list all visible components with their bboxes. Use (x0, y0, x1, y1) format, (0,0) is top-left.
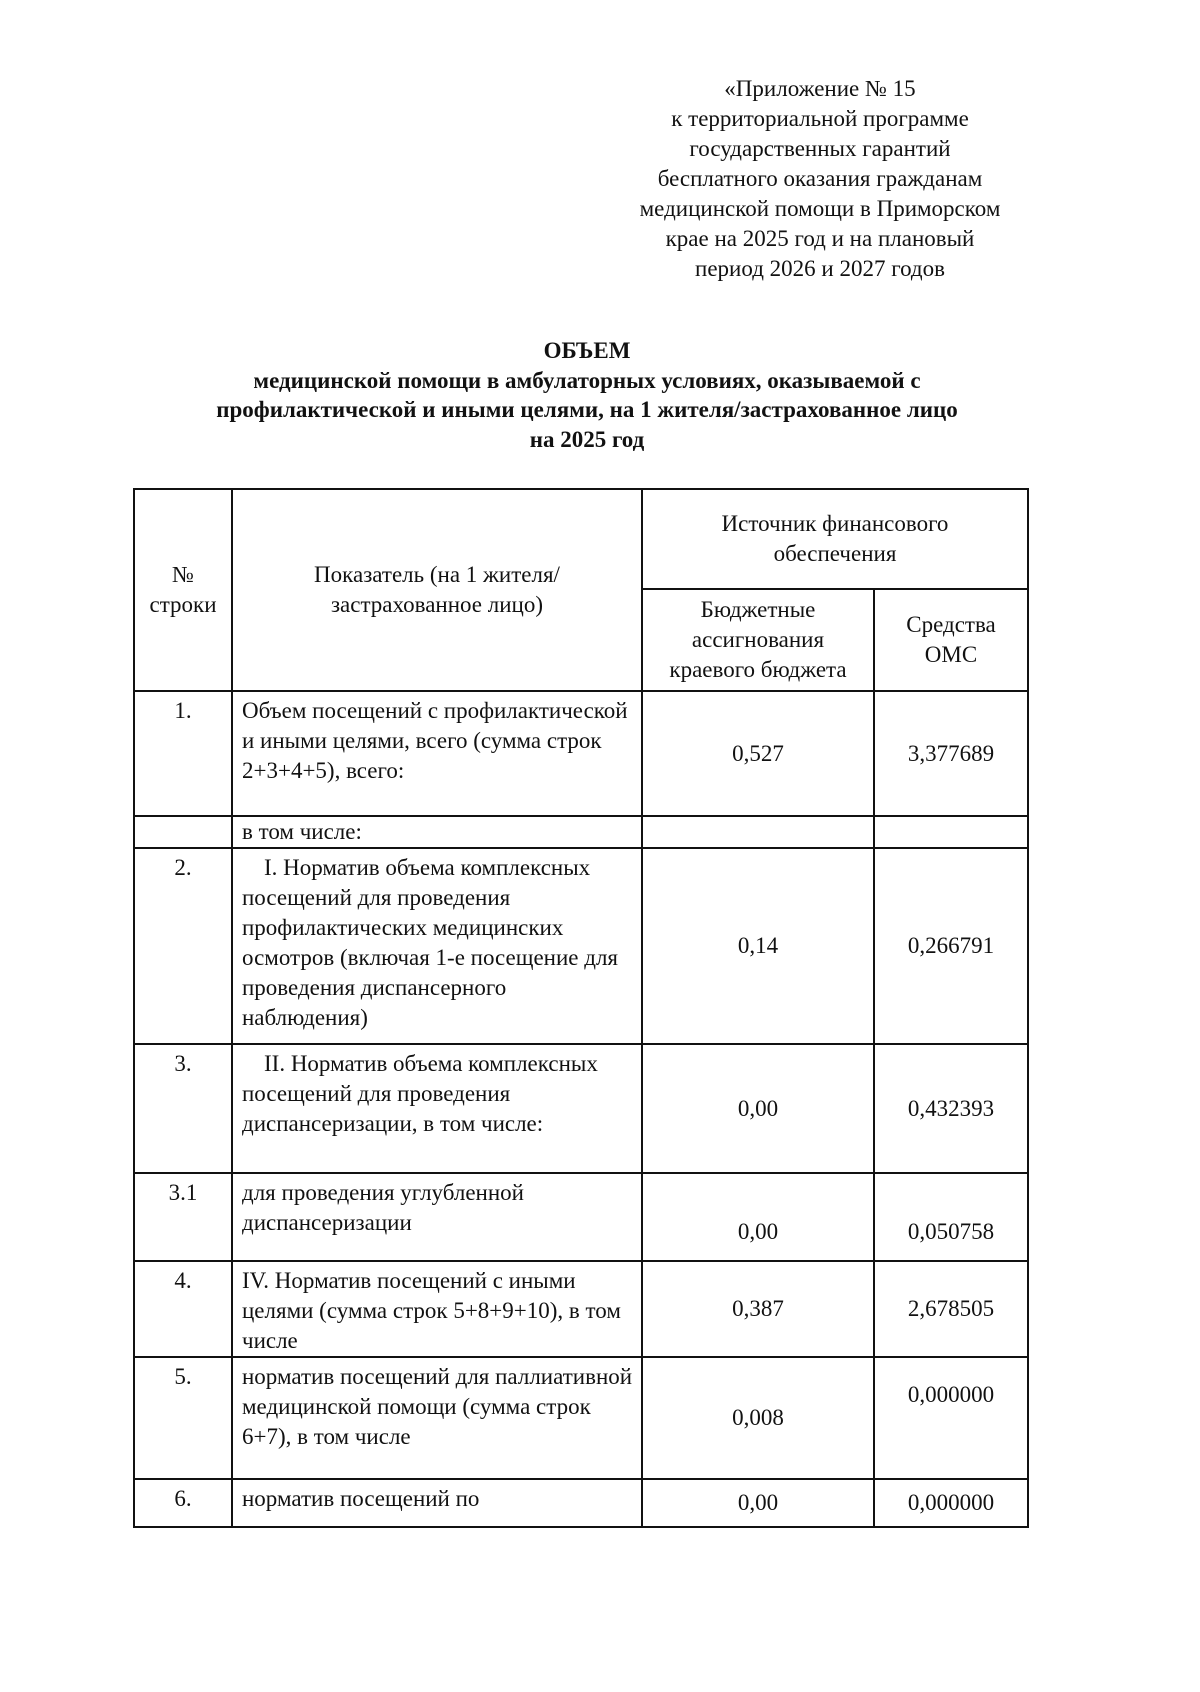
row-budget: 0,14 (642, 848, 874, 1044)
row-oms: 3,377689 (874, 691, 1028, 816)
table-row (134, 1357, 1028, 1479)
row-budget: 0,527 (642, 691, 874, 816)
row-oms: 2,678505 (874, 1261, 1028, 1357)
appendix-line: период 2026 и 2027 годов (695, 256, 945, 281)
appendix-line: медицинской помощи в Приморском (639, 196, 1001, 221)
title-line: на 2025 год (529, 426, 645, 452)
row-indicator (232, 1044, 642, 1173)
table-row (134, 1479, 1028, 1527)
title-line: профилактической и иными целями, на 1 жителя/застрахованное лицо (216, 397, 958, 422)
row-budget: 0,008 (642, 1357, 874, 1479)
title-line: ОБЪЕМ (543, 338, 631, 363)
volume-table (133, 488, 1029, 1528)
row-indicator: для проведения углубленной диспансеризации (232, 1173, 642, 1261)
title-line: медицинской помощи в амбулаторных условиях, оказываемой с (253, 367, 921, 393)
row-number: 2. (134, 848, 232, 1044)
appendix-line: государственных гарантий (689, 136, 951, 161)
table-row (134, 848, 1028, 1044)
row-oms: 0,000000 (874, 1479, 1028, 1527)
row-number: 4. (134, 1261, 232, 1357)
header-row-no: № строки (134, 489, 232, 691)
row-budget (642, 816, 874, 848)
row-oms (874, 816, 1028, 848)
row-indicator (232, 848, 642, 1044)
header-indicator: Показатель (на 1 жителя/застрахованное лицо) (232, 489, 642, 691)
appendix-line: бесплатного оказания гражданам (657, 166, 983, 191)
row-indicator: IV. Норматив посещений с иными целями (сумма строк 5+8+9+10), в том числе (232, 1261, 642, 1357)
row-number: 1. (134, 691, 232, 816)
header-budget: Бюджетные ассигнования краевого бюджета (642, 589, 874, 691)
row-number (134, 816, 232, 848)
row-indicator: норматив посещений по (232, 1479, 642, 1527)
row-budget: 0,00 (642, 1044, 874, 1173)
row-indicator: Объем посещений с профилактической и иными целями, всего (сумма строк 2+3+4+5), всего: (232, 691, 642, 816)
row-oms: 0,050758 (874, 1173, 1028, 1261)
header-oms: Средства ОМС (874, 589, 1028, 691)
row-number: 6. (134, 1479, 232, 1527)
row-number: 5. (134, 1357, 232, 1479)
row-oms: 0,000000 (874, 1357, 1028, 1479)
row-indicator: в том числе: (232, 816, 642, 848)
table-row (134, 1261, 1028, 1357)
table-row (134, 1044, 1028, 1173)
row-budget: 0,387 (642, 1261, 874, 1357)
appendix-header (600, 74, 1040, 284)
row-number: 3. (134, 1044, 232, 1173)
row-indicator: норматив посещений для паллиативной медицинской помощи (сумма строк 6+7), в том числе (232, 1357, 642, 1479)
document-title (130, 336, 1044, 454)
appendix-line: «Приложение № 15 (724, 76, 916, 101)
row-number: 3.1 (134, 1173, 232, 1261)
row-oms: 0,432393 (874, 1044, 1028, 1173)
row-oms: 0,266791 (874, 848, 1028, 1044)
table-row (134, 1173, 1028, 1261)
appendix-line: крае на 2025 год и на плановый (665, 226, 975, 251)
appendix-line: к территориальной программе (671, 106, 969, 131)
header-source: Источник финансового обеспечения (642, 489, 1028, 589)
row-budget: 0,00 (642, 1173, 874, 1261)
table-row (134, 691, 1028, 816)
row-indicator-text: I. Норматив объема комплексных посещений для проведения профилактических медицинских осмотров (включая 1-е посещение для проведения диспансерного наблюдения) (242, 855, 619, 1030)
table-row (134, 816, 1028, 848)
row-budget: 0,00 (642, 1479, 874, 1527)
row-indicator-text: II. Норматив объема комплексных посещений для проведения диспансеризации, в том числе: (242, 1051, 598, 1136)
